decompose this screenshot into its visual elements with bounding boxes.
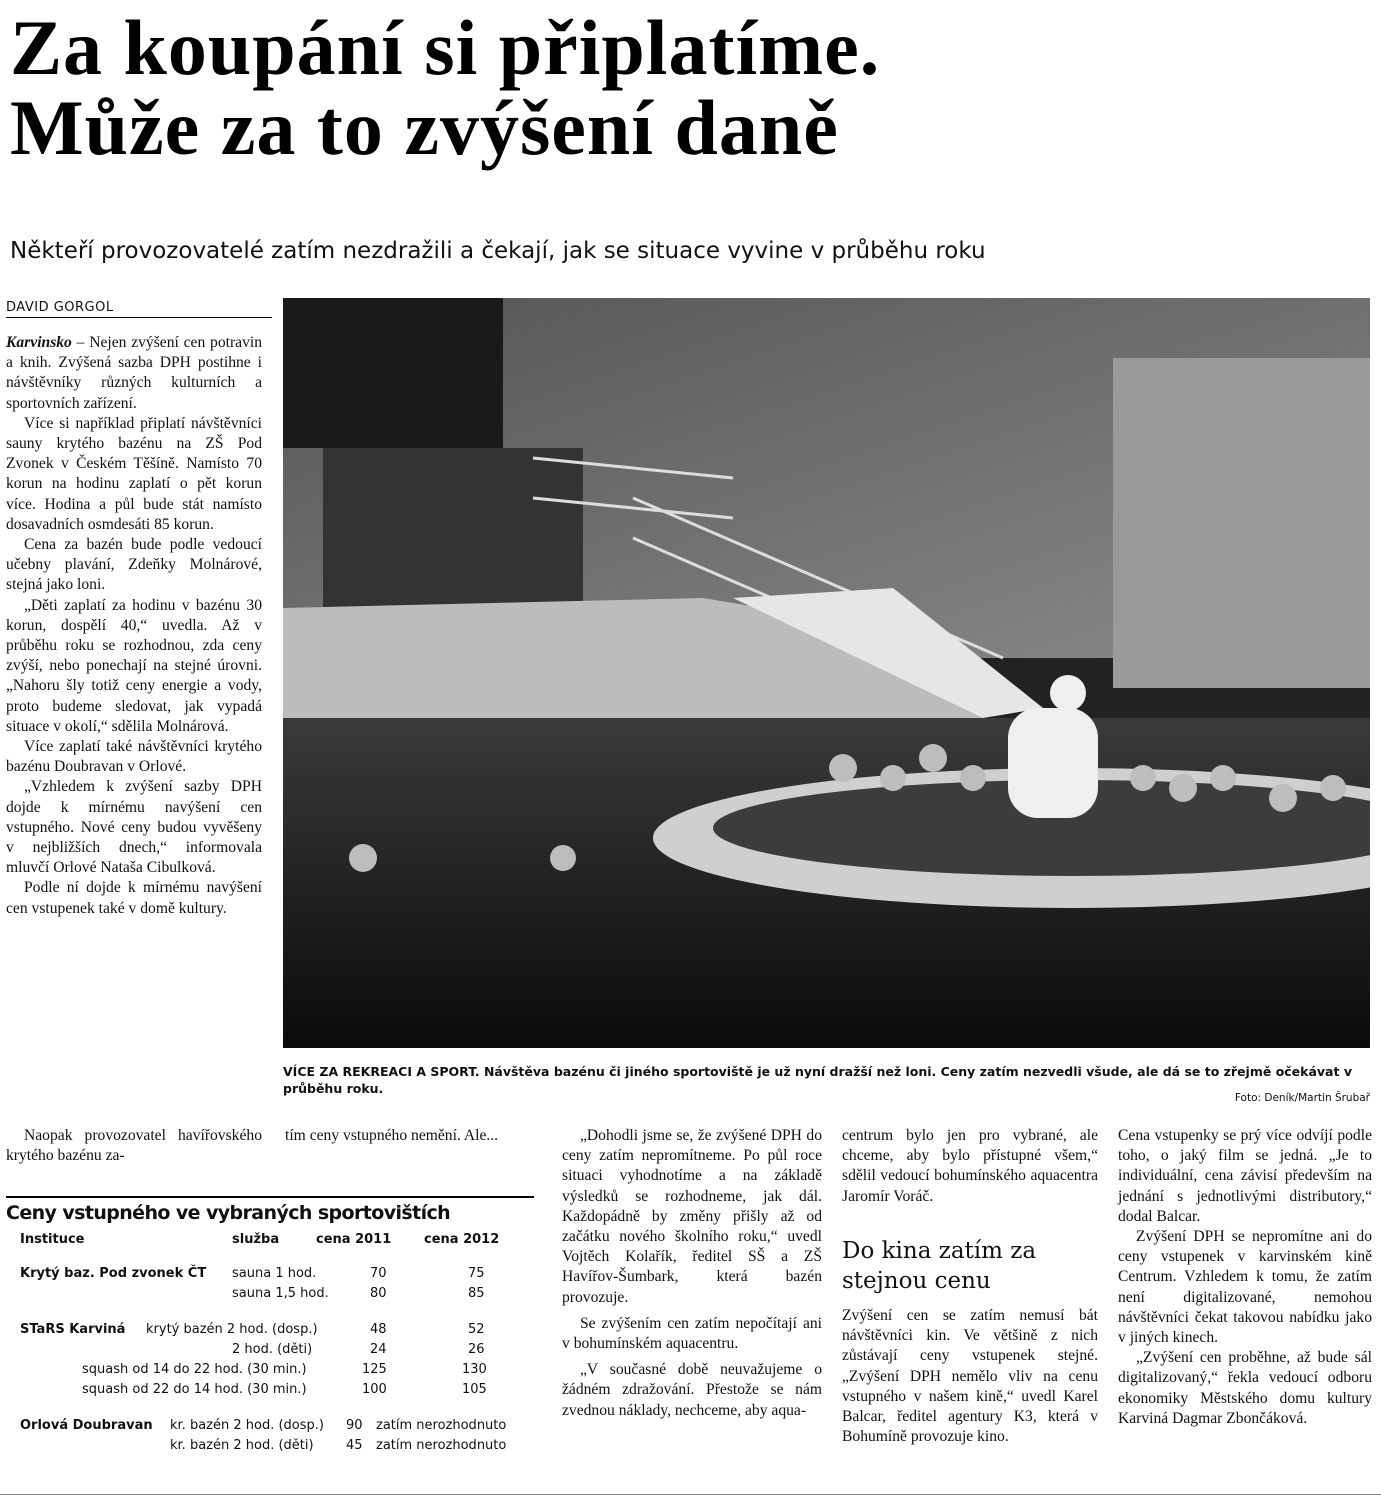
price-table: [6, 1196, 534, 1458]
paragraph: Cena vstupenky se prý více odvíjí podle toho, o jaký film se jedná. „Je to individuální, cena závisí především na jednání s jednotlivými distributory,“ dodal Balcar.: [1118, 1127, 1372, 1225]
subheading: Do kina zatím za stejnou cenu: [842, 1238, 1037, 1294]
price-2012-cell: 75: [468, 1266, 485, 1281]
headline: [10, 4, 1380, 171]
paragraph: Podle ní dojde k mírnému navýšení cen vstupenek také v domě kultury.: [6, 879, 262, 917]
institution-cell: STaRS Karviná: [20, 1322, 126, 1337]
paragraph: [6, 333, 262, 414]
paragraph: Zvýšení cen se zatím nemusí bát návštěvníci kin. Ve většině z nich zůstávají ceny vstupenek stejné. „Zvýšení DPH nemělo vliv na cenu vstupného v našem kině,“ uvedl Karel Balcar, ředitel agentury K3, která v Bohumíně provozuje kino.: [842, 1307, 1098, 1446]
article-column-2: [285, 1126, 533, 1146]
header-service: služba: [232, 1232, 280, 1247]
price-2012-cell: zatím nerozhodnuto: [376, 1418, 507, 1433]
price-2011-cell: 125: [362, 1362, 387, 1377]
price-2012-cell: zatím nerozhodnuto: [376, 1438, 507, 1453]
service-cell: kr. bazén 2 hod. (dosp.): [170, 1418, 324, 1433]
table-row: [6, 1266, 534, 1286]
dateline-location: Karvinsko: [6, 334, 72, 351]
article-column-4: [842, 1126, 1098, 1207]
paragraph: Více zaplatí také návštěvníci krytého bazénu Doubravan v Orlové.: [6, 738, 262, 776]
table-title: Ceny vstupného ve vybraných sportovištích: [6, 1196, 534, 1224]
service-cell: squash od 14 do 22 hod. (30 min.): [82, 1362, 307, 1377]
price-2012-cell: 52: [468, 1322, 485, 1337]
article-column-4-lower: [842, 1306, 1098, 1447]
price-2011-cell: 100: [362, 1382, 387, 1397]
price-2011-cell: 24: [370, 1342, 387, 1357]
table-row: [6, 1286, 534, 1306]
page-bottom-rule: [0, 1494, 1381, 1495]
table-row: [6, 1438, 534, 1458]
header-price-2011: cena 2011: [316, 1232, 392, 1247]
table-row: [6, 1342, 534, 1362]
service-cell: 2 hod. (děti): [232, 1342, 313, 1357]
price-2011-cell: 70: [370, 1266, 387, 1281]
price-2011-cell: 48: [370, 1322, 387, 1337]
table-header-row: [6, 1232, 534, 1252]
institution-cell: Krytý baz. Pod zvonek ČT: [20, 1266, 207, 1281]
pool-photo: [283, 298, 1370, 1048]
article-column-5: [1118, 1126, 1372, 1429]
price-2012-cell: 105: [462, 1382, 487, 1397]
paragraph: „Děti zaplatí za hodinu v bazénu 30 korun, dospělí 40,“ uvedla. Až v průběhu roku se rozhodnou, zda ceny zvýší, nebo ponechají na stejné úrovni. „Nahoru šly totiž ceny energie a vody, proto budeme sledovat, jak vypadá situace v okolí,“ sdělila Molnárová.: [6, 596, 262, 735]
service-cell: sauna 1,5 hod.: [232, 1286, 329, 1301]
service-cell: squash od 22 do 14 hod. (30 min.): [82, 1382, 307, 1397]
service-cell: sauna 1 hod.: [232, 1266, 317, 1281]
photo-credit: Foto: Deník/Martin Šrubař: [1234, 1092, 1370, 1104]
price-2011-cell: 45: [346, 1438, 363, 1453]
photo-caption: VÍCE ZA REKREACI A SPORT. Návštěva bazénu či jiného sportoviště je už nyní dražší než loni. Ceny zatím nezvedli všude, ale dá se to zřejmě očekávat v průběhu roku.: [283, 1064, 1352, 1096]
paragraph: „Zvýšení cen proběhne, až bude sál digitalizovaný,“ řekla vedoucí odboru ekonomiky Městského domu kultury Karviná Dagmar Zbončáková.: [1118, 1349, 1372, 1427]
byline: DAVID GORGOL: [6, 300, 272, 318]
price-2012-cell: 85: [468, 1286, 485, 1301]
article-column-1-continued: [6, 1126, 262, 1166]
paragraph: Více si například připlatí návštěvníci sauny krytého bazénu na ZŠ Pod Zvonek v Českém Těšíně. Namísto 70 korun na hodinu zaplatí o pět korun více. Hodina a půl bude stát namísto dosavadních osmdesáti 85 korun.: [6, 414, 262, 533]
table-row: [6, 1362, 534, 1382]
table-row: [6, 1382, 534, 1402]
table-row: [6, 1322, 534, 1342]
headline-line-2: Může za to zvýšení daně: [10, 84, 839, 171]
header-price-2012: cena 2012: [424, 1232, 500, 1247]
institution-cell: Orlová Doubravan: [20, 1418, 153, 1433]
price-2012-cell: 26: [468, 1342, 485, 1357]
paragraph: tím ceny vstupného nemění. Ale...: [285, 1127, 499, 1144]
service-cell: kr. bazén 2 hod. (děti): [170, 1438, 314, 1453]
paragraph: Se zvýšením cen zatím nepočítají ani v bohumínském aquacentru.: [562, 1314, 822, 1353]
paragraph: centrum bylo jen pro vybrané, ale chceme, aby bylo přístupné všem,“ sdělil vedoucí bohumínského aquacentra Jaromír Voráč.: [842, 1127, 1098, 1205]
paragraph: Zvýšení DPH se nepromítne ani do ceny vstupenek v karvinském kině Centrum. Vzhledem k tomu, že zatím není digitalizované, nemohou návštěvníci čekat takovou nabídku jako v jiných kinech.: [1118, 1228, 1372, 1347]
headline-line-1: Za koupání si připlatíme.: [10, 4, 881, 91]
paragraph: Naopak provozovatel havířovského krytého bazénu za-: [6, 1127, 262, 1165]
service-cell: krytý bazén 2 hod. (dosp.): [146, 1322, 318, 1337]
paragraph: „V současné době neuvažujeme o žádném zdražování. Přestože se nám zvednou náklady, nechceme, aby aqua-: [562, 1361, 822, 1419]
price-2011-cell: 90: [346, 1418, 363, 1433]
subheadline: Někteří provozovatelé zatím nezdražili a čekají, jak se situace vyvine v průběhu roku: [10, 238, 986, 264]
price-2011-cell: 80: [370, 1286, 387, 1301]
article-column-1: [6, 333, 262, 919]
paragraph: „Vzhledem k zvýšení sazby DPH dojde k mírnému navýšení cen vstupného. Nové ceny budou vyvěšeny v nejbližších dnech,“ informovala mluvčí Orlové Nataša Cibulková.: [6, 778, 262, 877]
table-row: [6, 1418, 534, 1438]
lead-text: – Nejen zvýšení cen potravin a knih. Zvýšená sazba DPH postihne i návštěvníky různých kulturních a sportovních zařízení.: [6, 334, 262, 412]
price-2012-cell: 130: [462, 1362, 487, 1377]
paragraph: Cena za bazén bude podle vedoucí učebny plavání, Zdeňky Molnárové, stejná jako loni.: [6, 536, 262, 594]
article-column-3: [562, 1126, 822, 1421]
header-institution: Instituce: [20, 1232, 85, 1247]
paragraph: „Dohodli jsme se, že zvýšené DPH do ceny zatím nepromítneme. Po půl roce situaci vyhodnotíme a na základě výsledků se rozhodneme, jak dál. Každopádně by změny přišly až od začátku nového školního roku,“ uvedl Vojtěch Kolařík, ředitel SŠ a ZŠ Havířov-Šumbark, která bazén provozuje.: [562, 1127, 822, 1306]
